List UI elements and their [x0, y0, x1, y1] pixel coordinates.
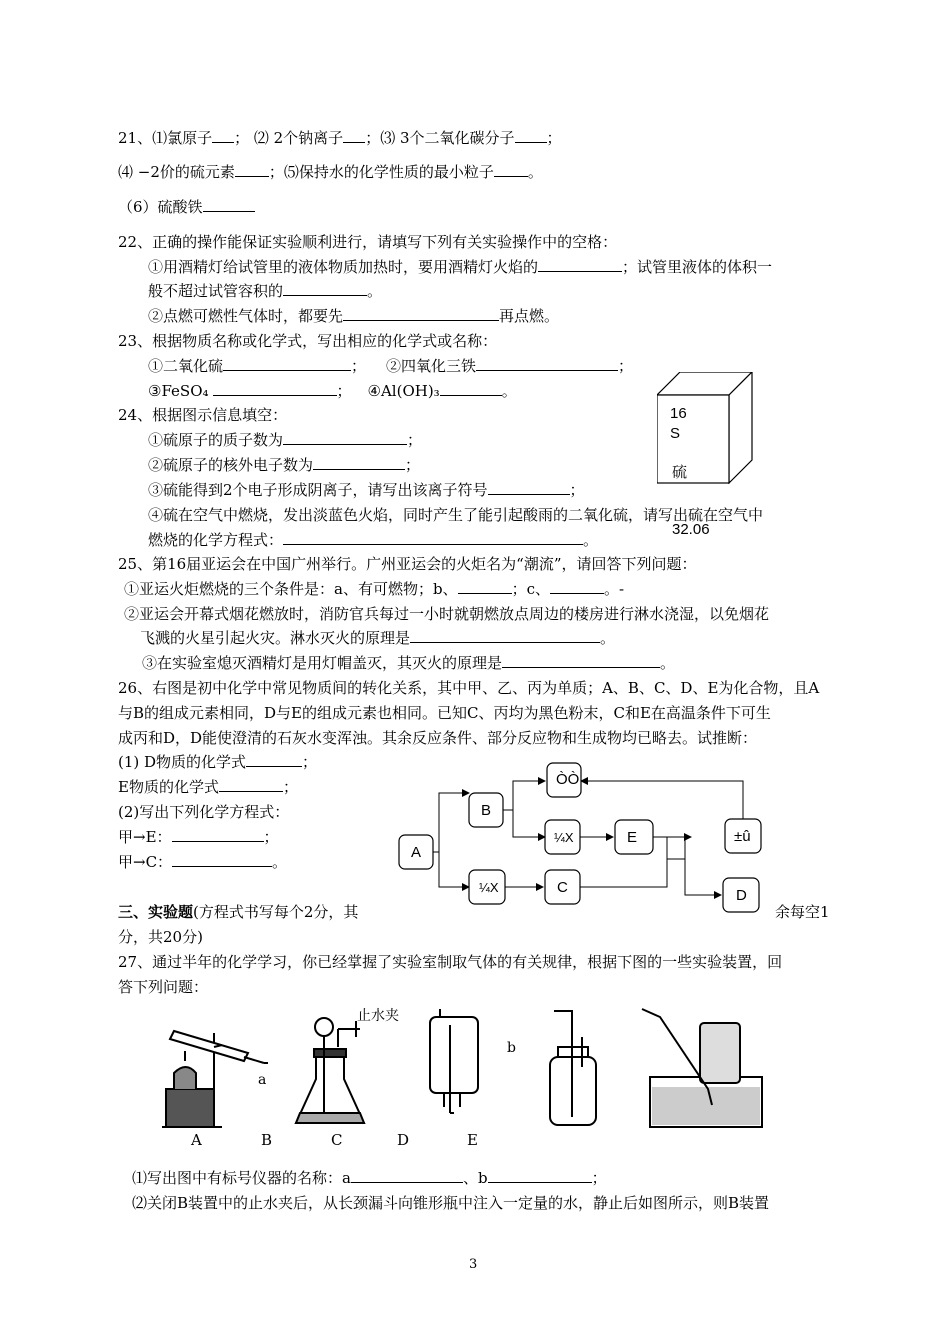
apparatus-E-drawing	[642, 1009, 762, 1127]
apparatus-figure	[160, 1005, 770, 1135]
apparatus-D-drawing	[550, 1011, 596, 1125]
answer-blank[interactable]	[488, 1168, 592, 1183]
label-apparatus-C: C	[331, 1131, 343, 1149]
q22-item2: ②点燃可燃性气体时，都要先 再点燃。	[148, 307, 560, 325]
answer-blank[interactable]	[458, 579, 512, 594]
node-mid1-label: ¼X	[554, 830, 574, 845]
q24-item2: ②硫原子的核外电子数为 ；	[148, 456, 421, 474]
apparatus-A-drawing	[162, 1031, 268, 1127]
q23-row1: ①二氧化硫 ； ②四氧化三铁 ；	[148, 357, 634, 375]
answer-blank[interactable]	[494, 162, 528, 177]
q26-q1b: E物质的化学式 ；	[118, 778, 298, 796]
answer-blank[interactable]	[235, 162, 269, 177]
q27-line1: 27、通过半年的化学学习，你已经掌握了实验室制取气体的有关规律，根据下图的一些实验装置，回	[118, 953, 783, 971]
q26-q2: (2)写出下列化学方程式：	[118, 803, 290, 821]
element-name: 硫	[672, 463, 688, 481]
answer-blank[interactable]	[502, 653, 660, 668]
answer-blank[interactable]	[203, 197, 255, 212]
page-number: 3	[469, 1257, 478, 1272]
q25-item3: ③在实验室熄灭酒精灯是用灯帽盖灭，其灭火的原理是 。	[142, 654, 676, 672]
q26-line3: 成丙和D，D能使澄清的石灰水变浑浊。其余反应条件、部分反应物和生成物均已略去。试推断：	[118, 729, 758, 747]
q22-item1-cont: 般不超过试管容积的 。	[148, 282, 383, 300]
q25-item2-cont: 飞溅的火星引起火灾。淋水灭火的原理是 。	[140, 629, 616, 647]
q25-item2: ②亚运会开幕式烟花燃放时，消防官兵每过一小时就朝燃放点周边的楼房进行淋水浇湿，以免烟花	[124, 605, 770, 623]
answer-blank[interactable]	[172, 827, 264, 842]
label-apparatus-D: D	[397, 1131, 410, 1149]
node-E-label: E	[627, 829, 638, 846]
answer-blank[interactable]	[246, 752, 302, 767]
section3-note-cont: 分，共20分)	[118, 928, 203, 946]
q26-q1: (1) D物质的化学式 ；	[118, 753, 318, 771]
q21-line1: 21、⑴氯原子 ； ⑵ 2个钠离子 ；⑶ 3个二氧化碳分子 ；	[118, 129, 562, 147]
q23-row2: ③FeSO₄ ； ④Al(OH)₃ 。	[148, 382, 517, 400]
answer-blank[interactable]	[172, 852, 272, 867]
node-top-label: ÒÒ	[556, 771, 580, 788]
q21-line2: ⑷ −2价的硫元素 ；⑸保持水的化学性质的最小粒子 。	[118, 163, 543, 181]
element-symbol: S	[670, 425, 681, 442]
answer-blank[interactable]	[550, 579, 604, 594]
q25-title: 25、第16届亚运会在中国广州举行。广州亚运会的火炬名为“潮流”，请回答下列问题：	[118, 555, 697, 573]
q24-item4: ④硫在空气中燃烧，发出淡蓝色火焰，同时产生了能引起酸雨的二氧化硫，请写出硫在空气中	[148, 506, 764, 524]
label-apparatus-E: E	[467, 1131, 478, 1149]
apparatus-B-drawing	[296, 1018, 364, 1123]
label-apparatus-B: B	[261, 1131, 273, 1149]
section3-note-right: 余每空1	[775, 903, 830, 921]
answer-blank[interactable]	[410, 628, 600, 643]
q24-title: 24、根据图示信息填空：	[118, 406, 288, 424]
node-D-label: D	[736, 887, 747, 904]
label-apparatus-A: A	[191, 1131, 202, 1149]
q24-item4-cont: 燃烧的化学方程式： 。	[148, 531, 599, 549]
answer-blank[interactable]	[343, 128, 365, 143]
label-instrument-a: a	[258, 1072, 267, 1088]
q24-item3: ③硫能得到2个电子形成阴离子，请写出该离子符号 ；	[148, 481, 585, 499]
answer-blank[interactable]	[476, 356, 618, 371]
q26-line1: 26、右图是初中化学中常见物质间的转化关系，其中甲、乙、丙为单质；A、B、C、D、E为化合物，且A	[118, 679, 820, 697]
apparatus-C-drawing	[430, 1009, 478, 1113]
q25-item1: ①亚运火炬燃烧的三个条件是：a、有可燃物；b、 ；c、 。-	[124, 580, 625, 598]
answer-blank[interactable]	[223, 356, 351, 371]
q22-item1: ①用酒精灯给试管里的液体物质加热时，要用酒精灯火焰的 ；试管里液体的体积一	[148, 258, 773, 276]
q26-eq2: 甲→C： 。	[118, 853, 288, 871]
answer-blank[interactable]	[283, 281, 367, 296]
answer-blank[interactable]	[343, 306, 499, 321]
answer-blank[interactable]	[515, 128, 547, 143]
answer-blank[interactable]	[212, 128, 234, 143]
atomic-number: 16	[670, 405, 687, 422]
answer-blank[interactable]	[538, 257, 622, 272]
answer-blank[interactable]	[488, 480, 570, 495]
node-A-label: A	[411, 844, 422, 861]
node-B-label: B	[481, 802, 492, 819]
answer-blank[interactable]	[313, 455, 405, 470]
q24-item1: ①硫原子的质子数为 ；	[148, 431, 423, 449]
q27-line2: 答下列问题：	[118, 978, 209, 996]
answer-blank[interactable]	[213, 381, 337, 396]
q22-title: 22、正确的操作能保证实验顺利进行，请填写下列有关实验操作中的空格：	[118, 233, 618, 251]
q26-eq1: 甲→E： ；	[118, 828, 279, 846]
q21-line3: （6）硫酸铁	[118, 197, 255, 217]
q23-title: 23、根据物质名称或化学式，写出相应的化学式或名称：	[118, 332, 498, 350]
answer-blank[interactable]	[351, 1168, 463, 1183]
label-instrument-b: b	[507, 1040, 516, 1056]
answer-blank[interactable]	[440, 381, 502, 396]
answer-blank[interactable]	[283, 430, 407, 445]
atomic-mass: 32.06	[672, 521, 710, 538]
answer-blank[interactable]	[283, 530, 583, 545]
q27-sub1: ⑴写出图中有标号仪器的名称：a 、b ；	[132, 1169, 607, 1187]
node-C-label: C	[557, 879, 568, 896]
section3-heading: 三、实验题	[118, 903, 194, 921]
node-right-label: ±û	[734, 828, 751, 845]
answer-blank[interactable]	[219, 777, 283, 792]
section3-heading-line: 三、实验题(方程式书写每个2分，其	[118, 903, 359, 921]
label-stop-clamp: 止水夹	[357, 1008, 399, 1024]
node-mid2-label: ¼X	[479, 880, 499, 895]
q27-sub2: ⑵关闭B装置中的止水夹后，从长颈漏斗向锥形瓶中注入一定量的水，静止后如图所示，则B装置	[132, 1194, 770, 1212]
q26-line2: 与B的组成元素相同，D与E的组成元素也相同。已知C、丙均为黑色粉末，C和E在高温条件下可生	[118, 704, 771, 722]
